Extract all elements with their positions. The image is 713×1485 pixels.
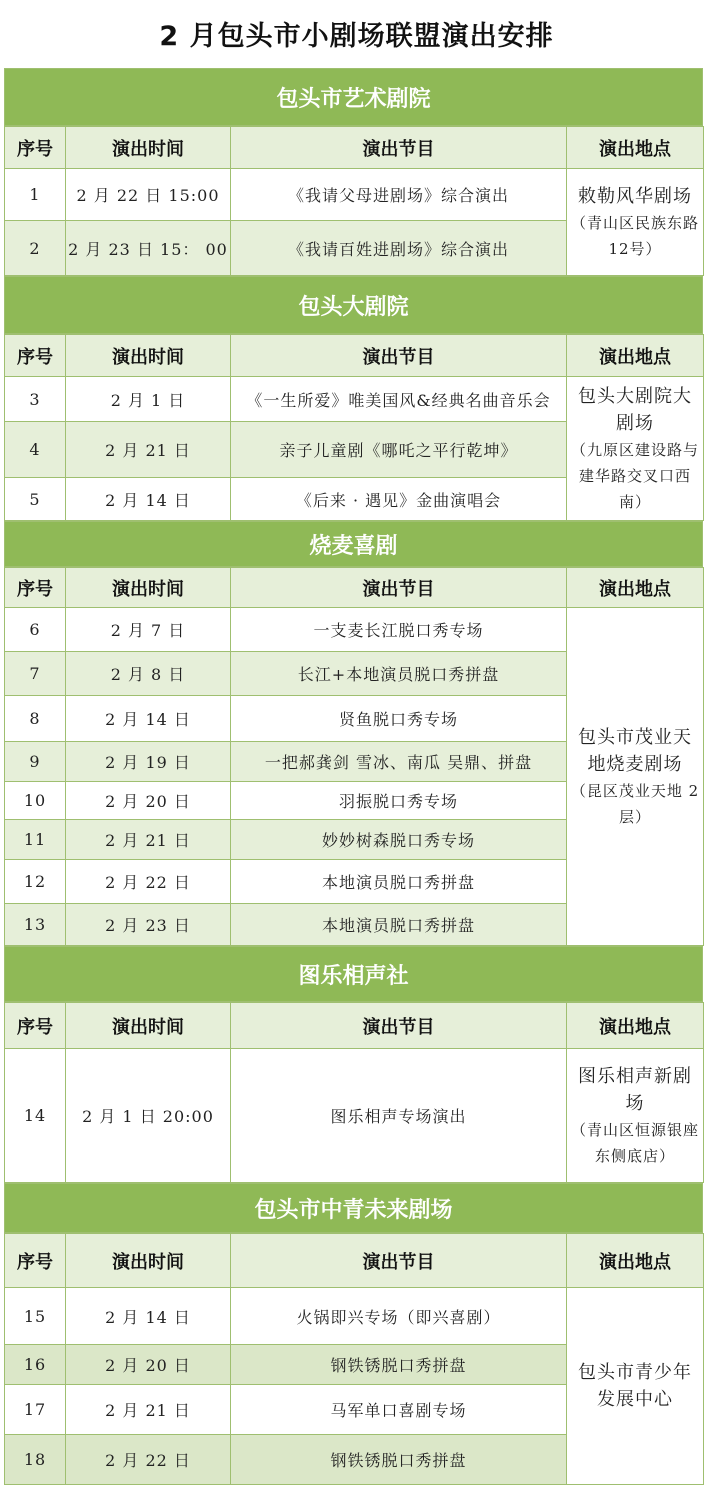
cell-show: 《我请父母进剧场》综合演出 xyxy=(231,169,567,221)
cell-show: 长江+本地演员脱口秀拼盘 xyxy=(231,652,567,696)
cell-time: 2 月 14 日 xyxy=(66,478,231,521)
cell-venue xyxy=(567,1049,704,1183)
section-title: 包头市艺术剧院 xyxy=(4,68,703,126)
section-table xyxy=(4,1002,704,1183)
section-title: 包头大剧院 xyxy=(4,276,703,334)
cell-time: 2 月 1 日 xyxy=(66,377,231,422)
cell-no: 8 xyxy=(5,696,66,742)
cell-no: 15 xyxy=(5,1288,66,1345)
section-title: 包头市中青未来剧场 xyxy=(4,1183,703,1233)
cell-show: 图乐相声专场演出 xyxy=(231,1049,567,1183)
cell-show: 本地演员脱口秀拼盘 xyxy=(231,904,567,946)
cell-no: 1 xyxy=(5,169,66,221)
cell-time: 2 月 14 日 xyxy=(66,696,231,742)
venue-name: 包头市青少年发展中心 xyxy=(578,1362,692,1410)
header-time: 演出时间 xyxy=(66,127,231,169)
cell-show: 本地演员脱口秀拼盘 xyxy=(231,860,567,904)
cell-time: 2 月 22 日 xyxy=(66,860,231,904)
cell-no: 16 xyxy=(5,1345,66,1385)
cell-show: 《我请百姓进剧场》综合演出 xyxy=(231,221,567,276)
venue-name: 包头大剧院大剧场 xyxy=(578,385,692,434)
page-title: 2 月包头市小剧场联盟演出安排 xyxy=(159,21,554,52)
venue-address: （昆区茂业天地 2 层） xyxy=(570,781,700,826)
cell-time: 2 月 14 日 xyxy=(66,1288,231,1345)
cell-show: 妙妙树森脱口秀专场 xyxy=(231,820,567,860)
cell-time: 2 月 21 日 xyxy=(66,820,231,860)
venue-address: （青山区民族东路12号） xyxy=(570,213,699,258)
cell-no: 7 xyxy=(5,652,66,696)
venue-section xyxy=(4,946,703,1183)
venue-name: 图乐相声新剧场 xyxy=(578,1065,692,1114)
cell-venue xyxy=(567,608,704,946)
cell-time: 2 月 22 日 15:00 xyxy=(66,169,231,221)
header-no: 序号 xyxy=(5,568,66,608)
table-row xyxy=(5,377,704,422)
venue-address: （九原区建设路与建华路交叉口西南） xyxy=(570,440,699,511)
table-row xyxy=(5,608,704,652)
header-venue: 演出地点 xyxy=(567,1234,704,1288)
table-row xyxy=(5,1288,704,1345)
cell-no: 5 xyxy=(5,478,66,521)
schedule-table xyxy=(4,68,703,1485)
cell-show: 亲子儿童剧《哪吒之平行乾坤》 xyxy=(231,422,567,478)
header-show: 演出节目 xyxy=(231,127,567,169)
header-no: 序号 xyxy=(5,1234,66,1288)
section-table xyxy=(4,126,704,276)
cell-no: 13 xyxy=(5,904,66,946)
header-show: 演出节目 xyxy=(231,568,567,608)
venue-name: 敕勒风华剧场 xyxy=(578,185,692,207)
cell-show: 羽振脱口秀专场 xyxy=(231,782,567,820)
header-time: 演出时间 xyxy=(66,1003,231,1049)
venue-section xyxy=(4,68,703,276)
header-venue: 演出地点 xyxy=(567,127,704,169)
venue-section xyxy=(4,1183,703,1485)
cell-show: 《后来 · 遇见》金曲演唱会 xyxy=(231,478,567,521)
table-row xyxy=(5,169,704,221)
cell-no: 10 xyxy=(5,782,66,820)
header-time: 演出时间 xyxy=(66,568,231,608)
cell-time: 2 月 23 日 xyxy=(66,904,231,946)
cell-time: 2 月 21 日 xyxy=(66,422,231,478)
header-no: 序号 xyxy=(5,1003,66,1049)
header-row xyxy=(5,335,704,377)
section-table xyxy=(4,1233,704,1485)
header-row xyxy=(5,568,704,608)
cell-venue xyxy=(567,1288,704,1485)
header-row xyxy=(5,1234,704,1288)
cell-no: 9 xyxy=(5,742,66,782)
header-time: 演出时间 xyxy=(66,1234,231,1288)
header-venue: 演出地点 xyxy=(567,568,704,608)
cell-time: 2 月 20 日 xyxy=(66,1345,231,1385)
header-show: 演出节目 xyxy=(231,1234,567,1288)
cell-show: 马军单口喜剧专场 xyxy=(231,1385,567,1435)
venue-section xyxy=(4,276,703,521)
cell-show: 钢铁锈脱口秀拼盘 xyxy=(231,1435,567,1485)
cell-no: 6 xyxy=(5,608,66,652)
cell-no: 4 xyxy=(5,422,66,478)
header-row xyxy=(5,127,704,169)
cell-time: 2 月 19 日 xyxy=(66,742,231,782)
section-table xyxy=(4,334,704,521)
cell-no: 3 xyxy=(5,377,66,422)
cell-no: 14 xyxy=(5,1049,66,1183)
cell-time: 2 月 1 日 20:00 xyxy=(66,1049,231,1183)
cell-time: 2 月 7 日 xyxy=(66,608,231,652)
cell-show: 《一生所爱》唯美国风&经典名曲音乐会 xyxy=(231,377,567,422)
cell-show: 钢铁锈脱口秀拼盘 xyxy=(231,1345,567,1385)
header-show: 演出节目 xyxy=(231,335,567,377)
table-row xyxy=(5,1049,704,1183)
header-show: 演出节目 xyxy=(231,1003,567,1049)
cell-show: 一把郝龚剑 雪冰、南瓜 吴鼎、拼盘 xyxy=(231,742,567,782)
cell-time: 2 月 8 日 xyxy=(66,652,231,696)
cell-time: 2 月 20 日 xyxy=(66,782,231,820)
header-row xyxy=(5,1003,704,1049)
header-venue: 演出地点 xyxy=(567,1003,704,1049)
header-time: 演出时间 xyxy=(66,335,231,377)
cell-no: 12 xyxy=(5,860,66,904)
cell-no: 11 xyxy=(5,820,66,860)
cell-no: 17 xyxy=(5,1385,66,1435)
cell-show: 贤鱼脱口秀专场 xyxy=(231,696,567,742)
cell-show: 一支麦长江脱口秀专场 xyxy=(231,608,567,652)
cell-venue xyxy=(567,169,704,276)
section-title: 图乐相声社 xyxy=(4,946,703,1002)
cell-venue xyxy=(567,377,704,521)
cell-show: 火锅即兴专场（即兴喜剧） xyxy=(231,1288,567,1345)
header-venue: 演出地点 xyxy=(567,335,704,377)
cell-time: 2 月 23 日 15： 00 xyxy=(66,221,231,276)
cell-time: 2 月 22 日 xyxy=(66,1435,231,1485)
venue-address: （青山区恒源银座东侧底店） xyxy=(570,1120,699,1165)
section-title: 烧麦喜剧 xyxy=(4,521,703,567)
section-table xyxy=(4,567,704,946)
cell-time: 2 月 21 日 xyxy=(66,1385,231,1435)
venue-section xyxy=(4,521,703,946)
header-no: 序号 xyxy=(5,335,66,377)
cell-no: 18 xyxy=(5,1435,66,1485)
venue-name: 包头市茂业天地烧麦剧场 xyxy=(578,726,692,775)
header-no: 序号 xyxy=(5,127,66,169)
cell-no: 2 xyxy=(5,221,66,276)
